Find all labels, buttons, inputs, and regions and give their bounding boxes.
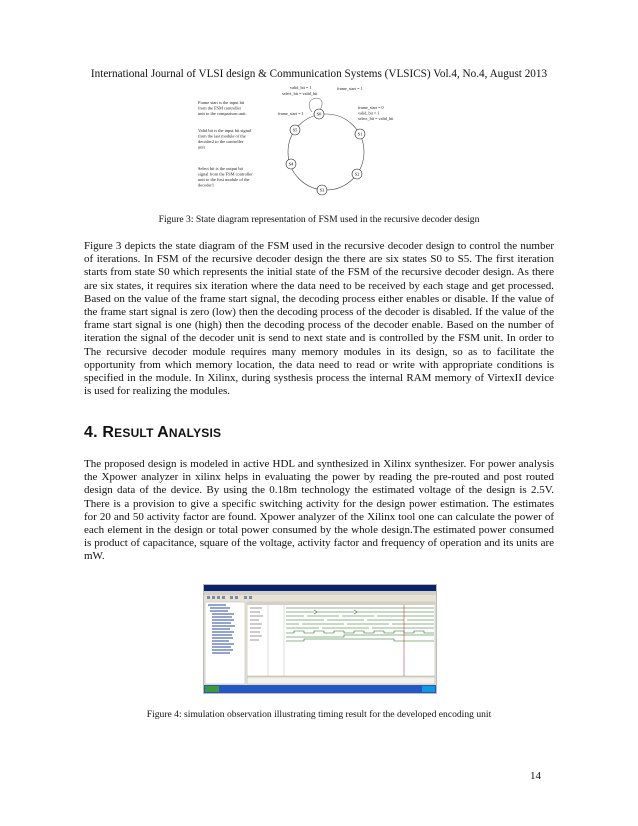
start-button xyxy=(205,686,219,692)
note-valid-bit-3: decoder2 to the controller xyxy=(198,139,244,144)
label-valid-bit: valid_bit = 1 xyxy=(290,85,312,90)
journal-header: International Journal of VLSI design & Communication Systems (VLSICS) Vol.4, No.4, August 2013 xyxy=(90,68,548,80)
note-frame-start-1: Frame start is the input bit xyxy=(198,100,245,105)
section-title-part-1: ESULT xyxy=(114,426,158,440)
figure3-caption: Figure 3: State diagram representation of FSM used in the recursive decoder design xyxy=(158,214,480,225)
note-select-bit-4: decoder1 xyxy=(198,182,215,188)
state-label: S0 xyxy=(316,111,322,117)
simulation-screenshot-svg xyxy=(204,585,436,693)
note-valid-bit-2: from the last module of the xyxy=(198,133,246,139)
section-title-part-2: NALYSIS xyxy=(168,426,222,440)
label-frame-start-top: frame_start = 1 xyxy=(337,86,363,91)
label-frame-start-left: frame_start = 1 xyxy=(278,111,304,116)
states xyxy=(286,109,365,195)
note-select-bit-3: unit to the first module of the xyxy=(198,177,250,182)
state-label: S2 xyxy=(354,171,360,177)
figure4-caption: Figure 4: simulation observation illustrating timing result for the developed encoding unit xyxy=(146,709,492,720)
fsm-state-diagram xyxy=(190,82,440,202)
note-select-bit-1: Select bit is the output bit xyxy=(198,166,243,171)
note-frame-start-3: unit to the comparison unit. xyxy=(198,111,247,116)
state-label: S5 xyxy=(292,127,298,133)
state-label: S4 xyxy=(288,161,294,167)
section-number: 4. xyxy=(84,424,103,441)
section-initial-a: A xyxy=(157,424,169,441)
state-label: S3 xyxy=(319,187,325,193)
note-valid-bit-4: unit xyxy=(198,144,205,150)
menu-bar xyxy=(204,591,436,595)
diagram-notes xyxy=(198,100,253,188)
toolbar xyxy=(204,595,436,601)
waveform-header xyxy=(247,602,435,605)
body-paragraph-1: Figure 3 depicts the state diagram of the FSM used in the recursive decoder design to control the number of iterations. In FSM of the recursive decoder design the there are six states S0 to S5. The first iteration starts from state S0 which represents the initial state of the FSM of the recursive decoder design. As there are six states, it requires six iteration where the data need to be received by each stage and get processed. Based on the value of the frame start signal, the decoding process either enables or disable. If the value of the frame start signal is zero (low) then the decoding process of the decoder is disabled. If the value of the frame start signal is one (high) then the decoding process of the decoder enable. Based on the number of iteration the signal of the decoder unit is send to next state and is controlled by the FSM unit. In order to The recursive decoder module requires many memory modules in its design, so as to facilitate the opportunity from which memory location, the data need to read or write with appropriate conditions is specified in the module. In Xilinx, during systhesis process the internal RAM memory of VirtexII device is used for realizing the modules. xyxy=(84,240,554,398)
label-valid-bit-right: valid_bit = 1 xyxy=(358,110,380,116)
section-heading xyxy=(84,424,221,442)
label-select-bit: select_bit = valid_bit xyxy=(282,91,318,96)
label-select-bit-right: select_bit = valid_bit xyxy=(358,116,394,121)
note-valid-bit-1: Valid bit is the input bit signal xyxy=(198,128,251,133)
note-select-bit-2: signal from the FSM controller xyxy=(198,171,253,177)
note-frame-start-2: from the FSM controller xyxy=(198,105,242,111)
body-paragraph-2: The proposed design is modeled in active HDL and synthesized in Xilinx synthesizer. For power analysis the Xpower analyzer in xilinx helps in evaluating the power by reading the pre-routed and post routed design data of the device. By using the 0.18m technology the estimated voltage of the design is 2.5V. There is a provision to give a specific switching activity for the design power estimation. The estimates for 20 and 50 activity factor are found. Xpower analyzer of the Xilinx tool one can calculate the power of each element in the design or total power consumed by the whole design.The estimated power consumed is product of capacitance, square of the voltage, activity factor and frequency of operation and its units are mW. xyxy=(84,458,554,563)
label-frame-start-zero: frame_start = 0 xyxy=(358,105,384,110)
section-initial-r: R xyxy=(102,424,115,441)
state-diagram-svg xyxy=(190,82,440,202)
page-number: 14 xyxy=(530,770,541,782)
taskbar xyxy=(204,685,436,693)
tray xyxy=(422,686,435,692)
simulation-screenshot xyxy=(203,584,437,694)
state-label: S1 xyxy=(357,131,363,137)
console-panel xyxy=(247,677,435,684)
title-bar xyxy=(204,585,436,591)
